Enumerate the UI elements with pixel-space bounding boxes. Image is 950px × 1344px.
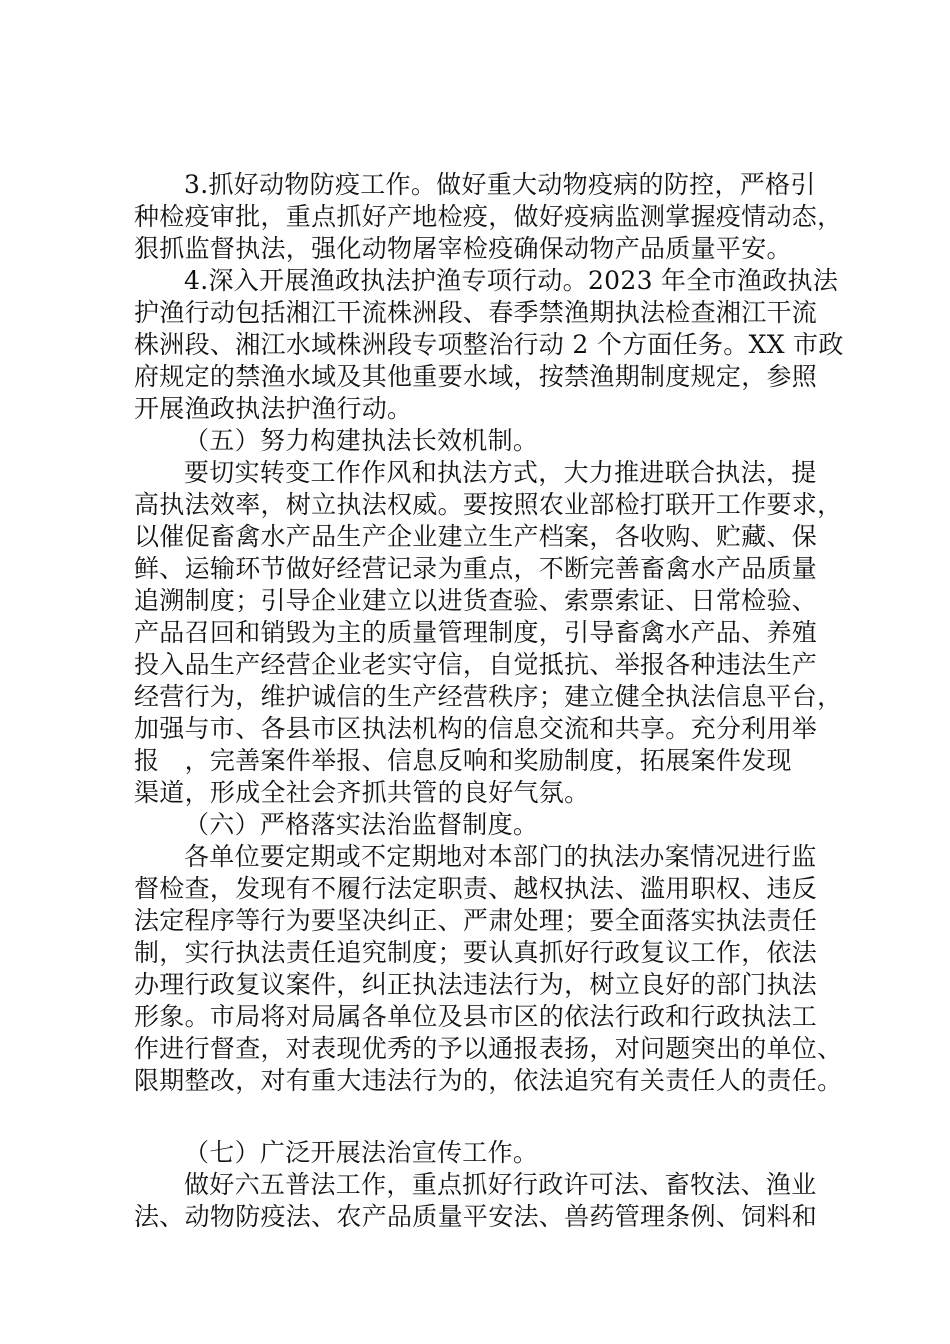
paragraph-line: 法、动物防疫法、农产品质量平安法、兽药管理条例、饲料和 <box>134 1202 818 1231</box>
paragraph-line: 株洲段、湘江水域株洲段专项整治行动 2 个方面任务。XX 市政 <box>134 330 844 359</box>
paragraph-line: 法定程序等行为要坚决纠正、严肃处理；要全面落实执法责任 <box>134 906 818 935</box>
section-heading: （六）严格落实法治监督制度。 <box>184 810 539 839</box>
paragraph-line: 制，实行执法责任追究制度；要认真抓好行政复议工作，依法 <box>134 938 818 967</box>
paragraph-line: 产品召回和销毁为主的质量管理制度，引导畜禽水产品、养殖 <box>134 618 818 647</box>
paragraph-line: 各单位要定期或不定期地对本部门的执法办案情况进行监 <box>184 842 817 871</box>
paragraph-line: 4.深入开展渔政执法护渔专项行动。2023 年全市渔政执法 <box>184 266 839 295</box>
paragraph-line: 种检疫审批，重点抓好产地检疫，做好疫病监测掌握疫情动态， <box>134 202 843 231</box>
paragraph-line: 狠抓监督执法，强化动物屠宰检疫确保动物产品质量平安。 <box>134 234 792 263</box>
paragraph-line: 以催促畜禽水产品生产企业建立生产档案，各收购、贮藏、保 <box>134 522 818 551</box>
paragraph-line: 开展渔政执法护渔行动。 <box>134 394 413 423</box>
paragraph-line: 限期整改，对有重大违法行为的，依法追究有关责任人的责任。 <box>134 1066 843 1095</box>
paragraph-line: 加强与市、各县市区执法机构的信息交流和共享。充分利用举 <box>134 714 818 743</box>
paragraph-line: 做好六五普法工作，重点抓好行政许可法、畜牧法、渔业 <box>184 1170 817 1199</box>
paragraph-line: 府规定的禁渔水域及其他重要水域，按禁渔期制度规定，参照 <box>134 362 818 391</box>
paragraph-line: 3.抓好动物防疫工作。做好重大动物疫病的防控，严格引 <box>184 170 816 199</box>
paragraph-line: 作进行督查，对表现优秀的予以通报表扬，对问题突出的单位、 <box>134 1034 843 1063</box>
paragraph-line: 护渔行动包括湘江干流株洲段、春季禁渔期执法检查湘江干流 <box>134 298 818 327</box>
paragraph-line: 督检查，发现有不履行法定职责、越权执法、滥用职权、违反 <box>134 874 818 903</box>
paragraph-line: 高执法效率，树立执法权威。要按照农业部检打联开工作要求， <box>134 490 843 519</box>
section-heading: （七）广泛开展法治宣传工作。 <box>184 1138 539 1167</box>
section-heading: （五）努力构建执法长效机制。 <box>184 426 539 455</box>
paragraph-line: 渠道，形成全社会齐抓共管的良好气氛。 <box>134 778 590 807</box>
paragraph-line: 经营行为，维护诚信的生产经营秩序；建立健全执法信息平台， <box>134 682 843 711</box>
paragraph-line: 办理行政复议案件，纠正执法违法行为，树立良好的部门执法 <box>134 970 818 999</box>
paragraph-line: 投入品生产经营企业老实守信，自觉抵抗、举报各种违法生产 <box>134 650 818 679</box>
paragraph-line: 形象。市局将对局属各单位及县市区的依法行政和行政执法工 <box>134 1002 818 1031</box>
paragraph-line: 报 ，完善案件举报、信息反响和奖励制度，拓展案件发现 <box>134 746 792 775</box>
paragraph-line: 追溯制度；引导企业建立以进货查验、索票索证、日常检验、 <box>134 586 818 615</box>
paragraph-line: 鲜、运输环节做好经营记录为重点，不断完善畜禽水产品质量 <box>134 554 818 583</box>
paragraph-line: 要切实转变工作作风和执法方式，大力推进联合执法，提 <box>184 458 817 487</box>
